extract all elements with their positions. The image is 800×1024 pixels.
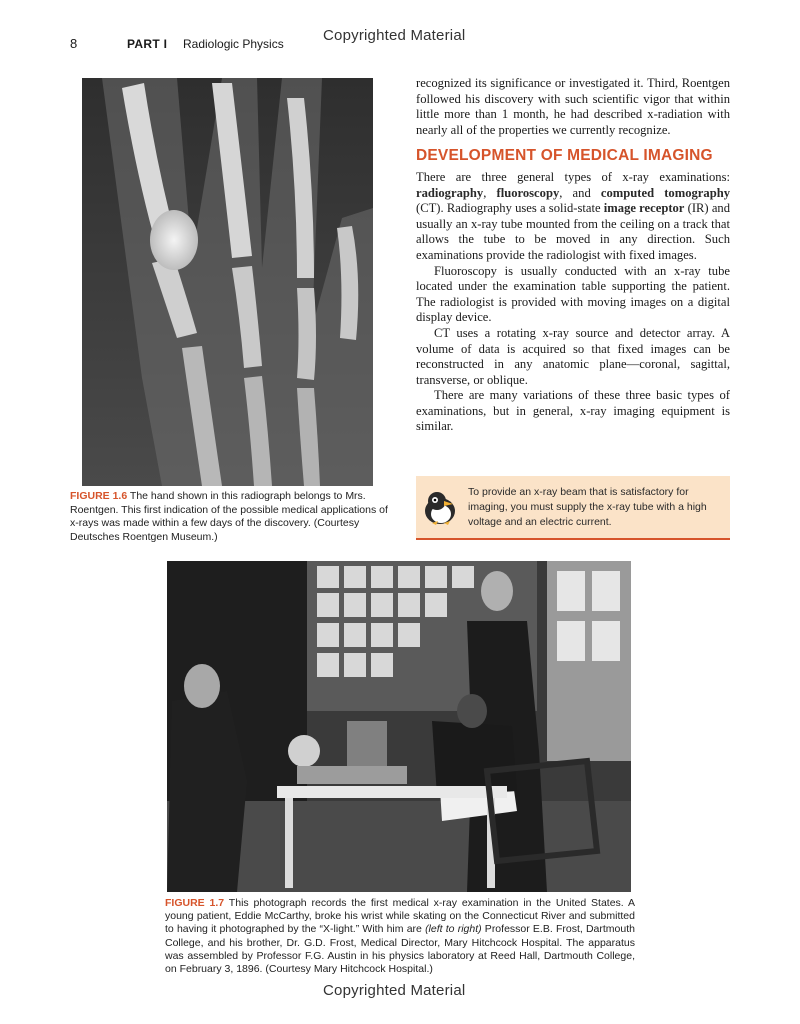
tip-callout: [416, 476, 730, 540]
term-fluoroscopy: fluoroscopy: [496, 185, 560, 200]
figure-1-7-caption: FIGURE 1.7 This photograph records the first medical x-ray examination in the United States. A young patient, Eddie McCarthy, broke his wrist while skating on the Connecticut River and submitted to having it photographed by the “X-light.” With him are (left to right) Professor E.B. Frost, Dartmouth College, and his brother, Dr. G.D. Frost, Medical Director, Mary Hitchcock Hospital. The apparatus was assembled by Professor F.G. Austin in his physics laboratory at Reed Hall, Dartmouth College, on February 3, 1896. (Courtesy Mary Hitchcock Hospital.): [165, 897, 635, 976]
term-radiography: radiography: [416, 185, 484, 200]
watermark-top: Copyrighted Material: [323, 27, 466, 44]
intro-paragraph: recognized its significance or investigated it. Third, Roentgen followed his discovery with such scientific vigor that within little more than 1 month, he had described x-radiation with nearly all of the properties we currently recognize.: [416, 76, 730, 137]
paragraph-fluoroscopy: Fluoroscopy is usually conducted with an x-ray tube located under the examination table supporting the patient. The radiologist is provided with moving images on a digital display device.: [416, 263, 730, 325]
left-to-right-note: (left to right): [425, 923, 482, 936]
paragraph-ct: CT uses a rotating x-ray source and detector array. A volume of data is acquired so that fixed images can be reconstructed in any anatomic plane—coronal, sagittal, transverse, or oblique.: [416, 325, 730, 387]
figure-1-6-label: FIGURE 1.6: [70, 490, 128, 502]
part-title: Radiologic Physics: [183, 37, 284, 51]
term-image-receptor: image receptor: [603, 201, 685, 216]
penguin-icon: [420, 487, 460, 527]
page-number: 8: [70, 36, 78, 51]
watermark-bottom: Copyrighted Material: [323, 982, 466, 999]
hand-radiograph-image: [82, 78, 373, 486]
figure-1-6-caption: [70, 490, 388, 544]
body-text-column: [416, 76, 730, 435]
figure-1-7-label: FIGURE 1.7: [165, 897, 225, 909]
section-heading: DEVELOPMENT OF MEDICAL IMAGING: [416, 147, 713, 165]
first-xray-exam-photo: [167, 561, 631, 892]
tip-callout-text: To provide an x-ray beam that is satisfactory for imaging, you must supply the x-ray tube with a high voltage and an electric current.: [468, 486, 707, 528]
figure-1-6-caption-text: The hand shown in this radiograph belongs to Mrs. Roentgen. This first indication of the possible medical applications of x-rays was made within a few days of the discovery. (Courtesy Deutsches Roentgen Museum.): [70, 490, 388, 543]
part-label: PART I: [127, 37, 168, 51]
paragraph-variations: There are many variations of these three basic types of examinations, but in general, x-ray imaging equipment is similar.: [416, 388, 730, 434]
term-computed-tomography: computed tomography: [600, 185, 731, 200]
paragraph-exam-types: There are three general types of x-ray examinations: radiography, fluoroscopy, and computed tomography (CT). Radiography uses a solid-state image receptor (IR) and usually an x-ray tube mounted from the ceiling on a track that allows the tube to be moved in any direction. Such examinations provide the radiologist with fixed images.: [416, 169, 731, 262]
